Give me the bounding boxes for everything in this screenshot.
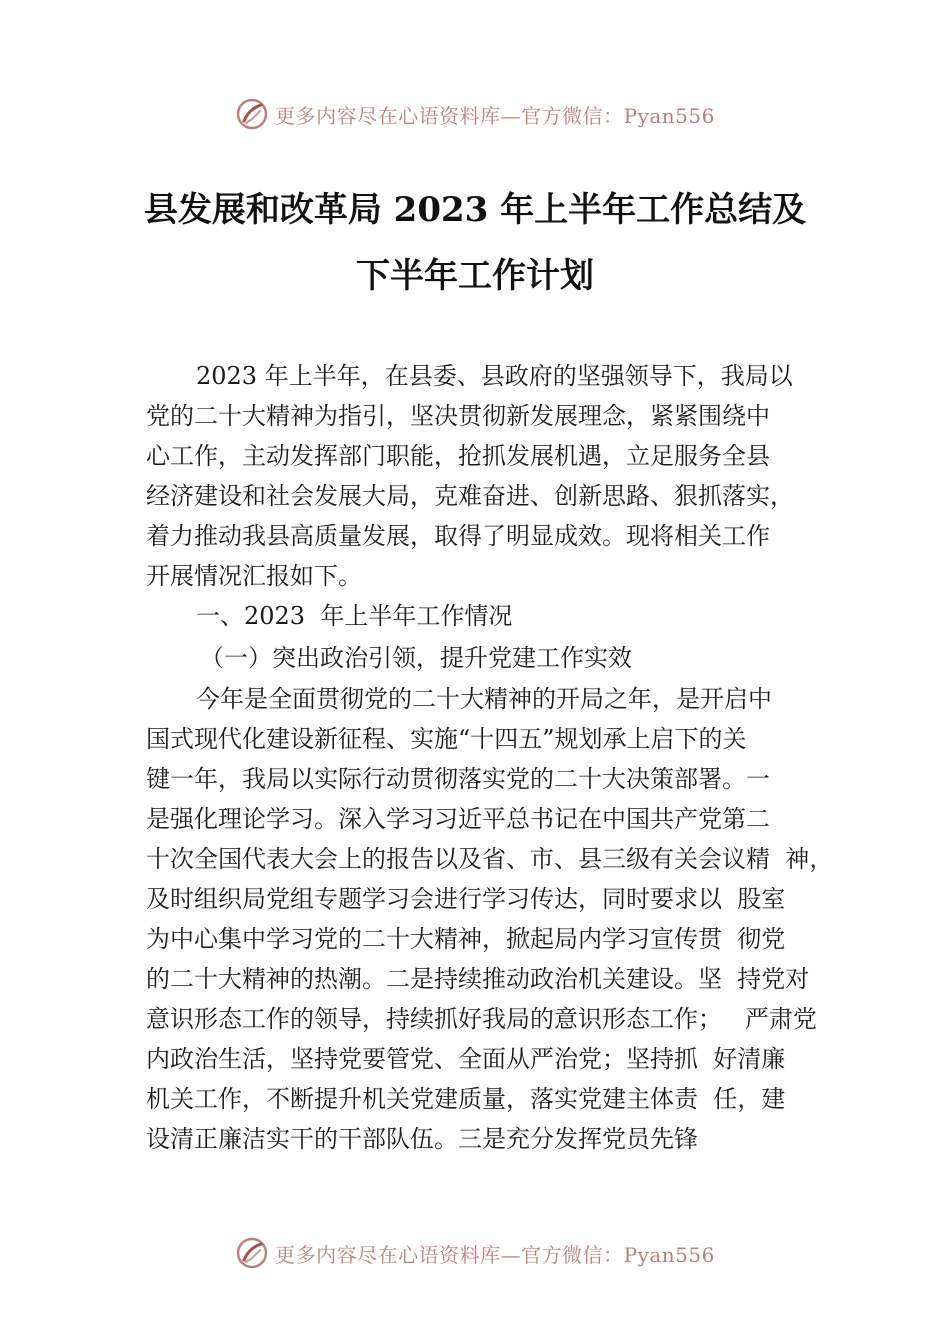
section-heading: 一、2023 年上半年工作情况 bbox=[196, 602, 513, 630]
body-line: 及时组织局党组专题学习会进行学习传达，同时要求以 股室 bbox=[146, 885, 786, 913]
watermark-banner-bottom bbox=[0, 1233, 950, 1273]
watermark-text: 更多内容尽在心语资料库—官方微信：Pyan556 bbox=[275, 1242, 715, 1267]
body-line: 意识形态工作的领导，持续抓好我局的意识形态工作； 严肃党 bbox=[146, 1005, 817, 1033]
brush-logo-icon bbox=[235, 97, 269, 131]
body-line: 着力推动我县高质量发展，取得了明显成效。现将相关工作 bbox=[146, 522, 770, 550]
body-line: 党的二十大精神为指引，坚决贯彻新发展理念，紧紧围绕中 bbox=[146, 402, 770, 430]
body-line: 的二十大精神的热潮。二是持续推动政治机关建设。坚 持党对 bbox=[146, 965, 810, 993]
subsection-heading: （一）突出政治引领，提升党建工作实效 bbox=[200, 644, 632, 672]
body-line: 2023 年上半年，在县委、县政府的坚强领导下，我局以 bbox=[196, 362, 793, 390]
body-line: 为中心集中学习党的二十大精神，掀起局内学习宣传贯 彻党 bbox=[146, 925, 786, 953]
body-line: 今年是全面贯彻党的二十大精神的开局之年，是开启中 bbox=[196, 685, 772, 713]
body-line: 开展情况汇报如下。 bbox=[146, 562, 362, 590]
body-line: 键一年，我局以实际行动贯彻落实党的二十大决策部署。一 bbox=[146, 765, 770, 793]
watermark-banner-top bbox=[0, 94, 950, 134]
body-line: 国式现代化建设新征程、实施“十四五”规划承上启下的关 bbox=[146, 725, 747, 753]
document-title-line-1: 县发展和改革局 2023 年上半年工作总结及 bbox=[143, 190, 807, 230]
body-line: 是强化理论学习。深入学习习近平总书记在中国共产党第二 bbox=[146, 805, 770, 833]
body-line: 心工作，主动发挥部门职能，抢抓发展机遇，立足服务全县 bbox=[146, 442, 770, 470]
watermark-text: 更多内容尽在心语资料库—官方微信：Pyan556 bbox=[275, 103, 715, 128]
body-line: 经济建设和社会发展大局，克难奋进、创新思路、狠抓落实， bbox=[146, 482, 794, 510]
body-line: 十次全国代表大会上的报告以及省、市、县三级有关会议精 神， bbox=[146, 845, 834, 873]
body-line: 机关工作，不断提升机关党建质量，落实党建主体责 任，建 bbox=[146, 1085, 786, 1113]
document-title-line-2: 下半年工作计划 bbox=[356, 256, 594, 296]
body-line: 设清正廉洁实干的干部队伍。三是充分发挥党员先锋 bbox=[146, 1125, 698, 1153]
body-line: 内政治生活，坚持党要管党、全面从严治党；坚持抓 好清廉 bbox=[146, 1045, 786, 1073]
brush-logo-icon bbox=[235, 1236, 269, 1270]
